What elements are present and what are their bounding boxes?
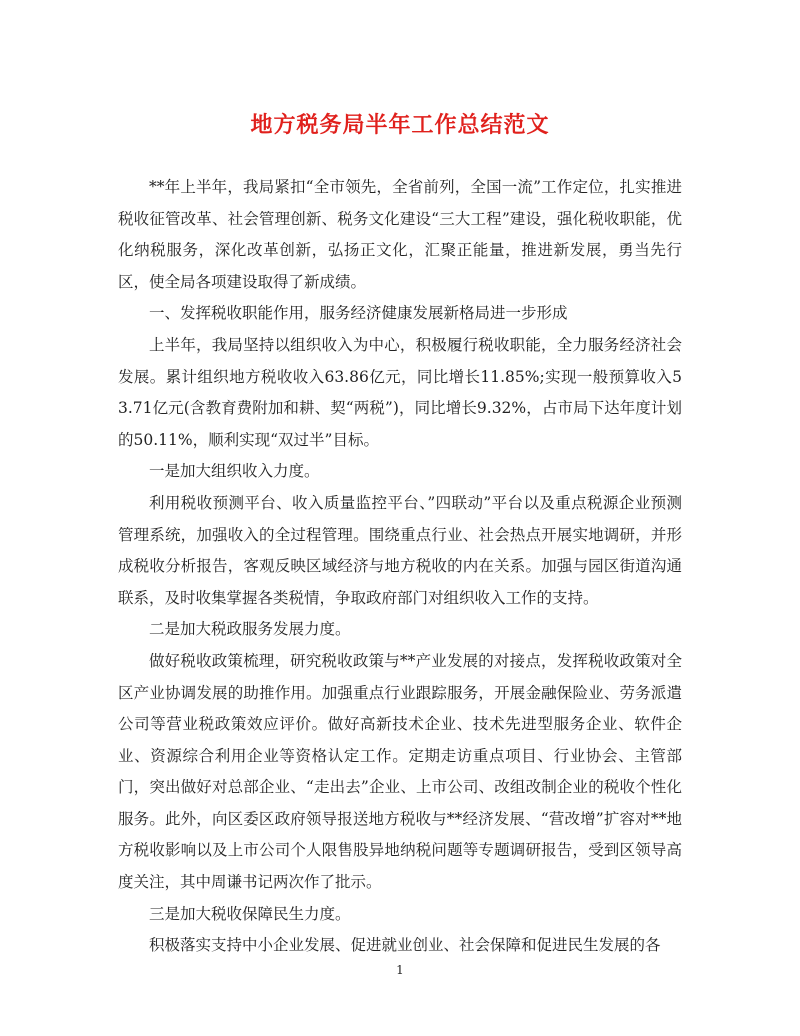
subheading-1: 一是加大组织收入力度。 <box>149 462 320 481</box>
policy-service-paragraph: 做好税收政策梳理，研究税收政策与**产业发展的对接点，发挥税收政策对全区产业协调发展的助推作用。加强重点行业跟踪服务，开展金融保险业、劳务派遣公司等营业税政策效应评价。做好高新技术企业、技术先进型服务企业、软件企业、资源综合利用企业等资格认定工作。定期走访重点项目、行业协会、主管部门，突出做好对总部企业、“走出去”企业、上市公司、改组改制企业的税收个性化服务。此外，向区委区政府领导报送地方税收与**经济发展、“营改增”扩容对**地方税收影响以及上市公司个人限售股异地纳税问题等专题调研报告，受到区领导高度关注，其中周谦书记两次作了批示。 <box>118 651 682 892</box>
intro-paragraph: **年上半年，我局紧扣“全市领先，全省前列，全国一流”工作定位，扎实推进税收征管改革、社会管理创新、税务文化建设“三大工程”建设，强化税收职能，优化纳税服务，深化改革创新，弘扬正文化，汇聚正能量，推进新发展，勇当先行区，使全局各项建设取得了新成绩。 <box>118 178 682 291</box>
revenue-paragraph: 上半年，我局坚持以组织收入为中心，积极履行税收职能，全力服务经济社会发展。累计组织地方税收收入63.86亿元，同比增长11.85%;实现一般预算收入53.71亿元(含教育费附加和耕、契“两税”)，同比增长9.32%，占市局下达年度计划的50.11%，顺利实现“双过半”目标。 <box>118 335 682 449</box>
document-title: 地方税务局半年工作总结范文 <box>250 112 550 138</box>
collection-paragraph: 利用税收预测平台、收入质量监控平台、”四联动”平台以及重点税源企业预测管理系统，加强收入的全过程管理。围绕重点行业、社会热点开展实地调研，并形成税收分析报告，客观反映区域经济与地方税收的内在关系。加强与园区街道沟通联系，及时收集掌握各类税情，争取政府部门对组织收入工作的支持。 <box>118 493 682 607</box>
page-number: 1 <box>396 963 404 977</box>
document-body <box>118 172 682 962</box>
subheading-2: 二是加大税政服务发展力度。 <box>149 620 351 639</box>
subheading-3: 三是加大税收保障民生力度。 <box>149 904 351 923</box>
section-heading-1: 一、发挥税收职能作用，服务经济健康发展新格局进一步形成 <box>149 304 568 323</box>
livelihood-paragraph: 积极落实支持中小企业发展、促进就业创业、社会保障和促进民生发展的各 <box>149 936 661 955</box>
